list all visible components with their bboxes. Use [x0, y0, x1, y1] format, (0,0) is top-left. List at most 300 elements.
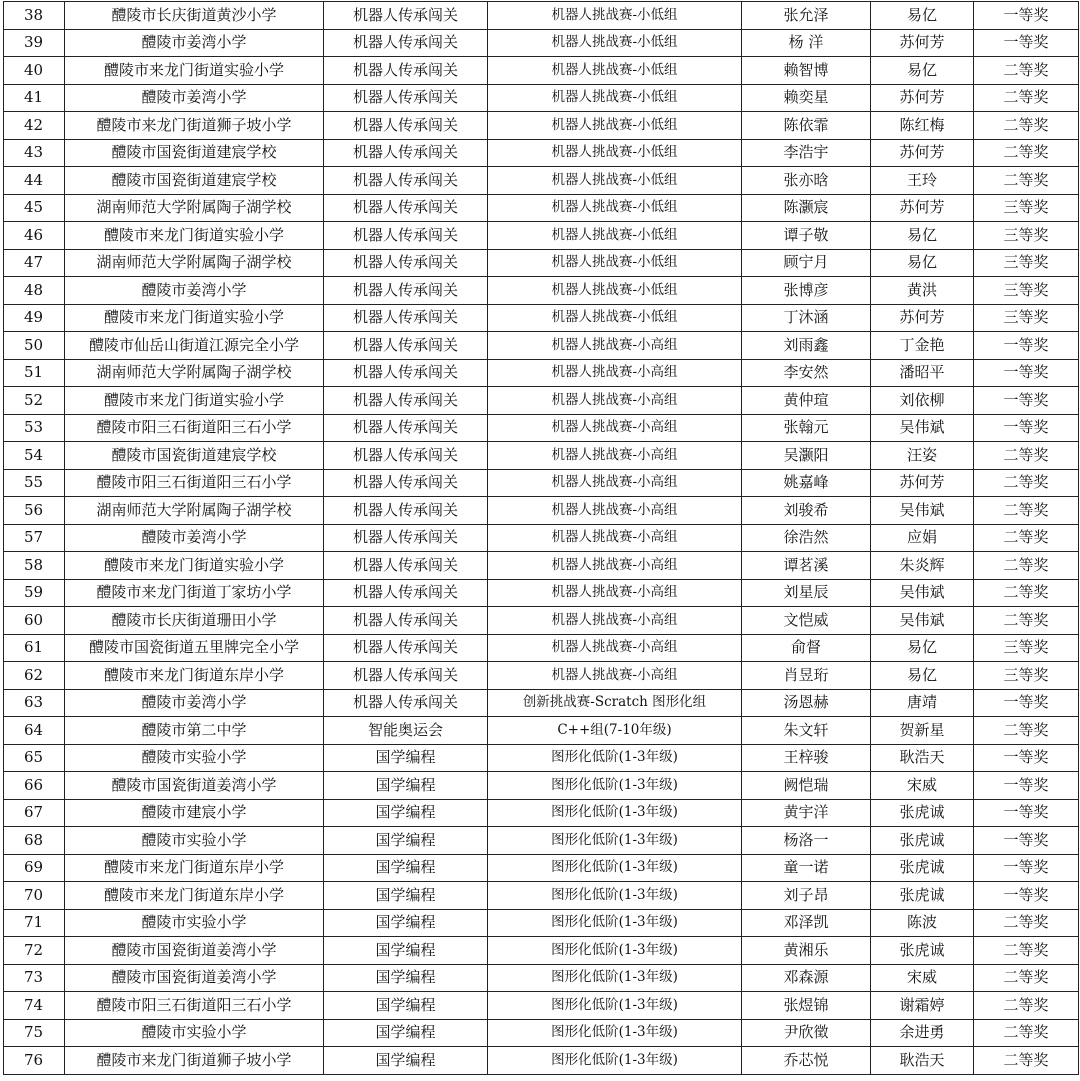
student-cell: 谭子敬	[742, 222, 871, 250]
school-cell: 醴陵市第二中学	[65, 717, 324, 745]
school-cell: 醴陵市建宸小学	[65, 799, 324, 827]
school-cell: 醴陵市国瓷街道五里牌完全小学	[65, 634, 324, 662]
student-cell: 刘雨鑫	[742, 332, 871, 360]
row-number-cell: 65	[4, 744, 65, 772]
table-row	[4, 112, 1079, 140]
school-cell: 醴陵市仙岳山街道江源完全小学	[65, 332, 324, 360]
event-cell: 机器人挑战赛-小高组	[488, 579, 742, 607]
student-cell: 顾宁月	[742, 249, 871, 277]
row-number-cell: 48	[4, 277, 65, 305]
table-row	[4, 579, 1079, 607]
project-cell: 国学编程	[324, 854, 488, 882]
event-cell: 机器人挑战赛-小低组	[488, 222, 742, 250]
row-number-cell: 76	[4, 1047, 65, 1075]
project-cell: 国学编程	[324, 744, 488, 772]
event-cell: 图形化低阶(1-3年级)	[488, 827, 742, 855]
award-cell: 二等奖	[974, 442, 1079, 470]
teacher-cell: 宋威	[871, 772, 974, 800]
award-cell: 一等奖	[974, 772, 1079, 800]
table-row	[4, 799, 1079, 827]
award-cell: 三等奖	[974, 662, 1079, 690]
teacher-cell: 刘依柳	[871, 387, 974, 415]
event-cell: 图形化低阶(1-3年级)	[488, 1019, 742, 1047]
project-cell: 机器人传承闯关	[324, 84, 488, 112]
project-cell: 国学编程	[324, 1019, 488, 1047]
table-row	[4, 524, 1079, 552]
row-number-cell: 42	[4, 112, 65, 140]
teacher-cell: 吴伟斌	[871, 579, 974, 607]
table-row	[4, 497, 1079, 525]
school-cell: 醴陵市实验小学	[65, 909, 324, 937]
teacher-cell: 易亿	[871, 249, 974, 277]
table-row	[4, 332, 1079, 360]
award-cell: 二等奖	[974, 1019, 1079, 1047]
event-cell: 机器人挑战赛-小高组	[488, 387, 742, 415]
event-cell: 图形化低阶(1-3年级)	[488, 1047, 742, 1075]
table-row	[4, 84, 1079, 112]
event-cell: 机器人挑战赛-小高组	[488, 442, 742, 470]
project-cell: 国学编程	[324, 992, 488, 1020]
event-cell: 机器人挑战赛-小低组	[488, 112, 742, 140]
project-cell: 机器人传承闯关	[324, 442, 488, 470]
row-number-cell: 61	[4, 634, 65, 662]
award-cell: 二等奖	[974, 524, 1079, 552]
student-cell: 乔芯悦	[742, 1047, 871, 1075]
event-cell: 机器人挑战赛-小低组	[488, 29, 742, 57]
student-cell: 俞督	[742, 634, 871, 662]
school-cell: 醴陵市来龙门街道实验小学	[65, 57, 324, 85]
table-row	[4, 772, 1079, 800]
award-cell: 二等奖	[974, 167, 1079, 195]
table-row	[4, 304, 1079, 332]
school-cell: 醴陵市来龙门街道实验小学	[65, 387, 324, 415]
project-cell: 国学编程	[324, 964, 488, 992]
school-cell: 醴陵市来龙门街道实验小学	[65, 304, 324, 332]
table-body	[4, 2, 1079, 1075]
event-cell: 机器人挑战赛-小高组	[488, 359, 742, 387]
teacher-cell: 吴伟斌	[871, 497, 974, 525]
school-cell: 醴陵市阳三石街道阳三石小学	[65, 469, 324, 497]
table-row	[4, 194, 1079, 222]
table-row	[4, 937, 1079, 965]
row-number-cell: 68	[4, 827, 65, 855]
award-cell: 二等奖	[974, 139, 1079, 167]
award-cell: 二等奖	[974, 717, 1079, 745]
project-cell: 机器人传承闯关	[324, 607, 488, 635]
project-cell: 机器人传承闯关	[324, 689, 488, 717]
award-cell: 二等奖	[974, 552, 1079, 580]
row-number-cell: 39	[4, 29, 65, 57]
project-cell: 机器人传承闯关	[324, 497, 488, 525]
row-number-cell: 64	[4, 717, 65, 745]
student-cell: 邓森源	[742, 964, 871, 992]
project-cell: 国学编程	[324, 882, 488, 910]
teacher-cell: 唐靖	[871, 689, 974, 717]
school-cell: 湖南师范大学附属陶子湖学校	[65, 249, 324, 277]
award-cell: 一等奖	[974, 2, 1079, 30]
row-number-cell: 75	[4, 1019, 65, 1047]
award-cell: 一等奖	[974, 29, 1079, 57]
event-cell: 机器人挑战赛-小高组	[488, 414, 742, 442]
school-cell: 醴陵市国瓷街道姜湾小学	[65, 964, 324, 992]
project-cell: 机器人传承闯关	[324, 222, 488, 250]
award-cell: 一等奖	[974, 799, 1079, 827]
school-cell: 醴陵市实验小学	[65, 827, 324, 855]
student-cell: 陈灏宸	[742, 194, 871, 222]
school-cell: 醴陵市阳三石街道阳三石小学	[65, 414, 324, 442]
teacher-cell: 陈红梅	[871, 112, 974, 140]
table-row	[4, 992, 1079, 1020]
school-cell: 醴陵市国瓷街道建宸学校	[65, 442, 324, 470]
event-cell: 图形化低阶(1-3年级)	[488, 909, 742, 937]
row-number-cell: 70	[4, 882, 65, 910]
event-cell: 机器人挑战赛-小低组	[488, 84, 742, 112]
school-cell: 醴陵市来龙门街道狮子坡小学	[65, 1047, 324, 1075]
event-cell: 图形化低阶(1-3年级)	[488, 882, 742, 910]
row-number-cell: 71	[4, 909, 65, 937]
award-cell: 二等奖	[974, 84, 1079, 112]
table-row	[4, 1019, 1079, 1047]
award-cell: 二等奖	[974, 607, 1079, 635]
student-cell: 张煜锦	[742, 992, 871, 1020]
teacher-cell: 苏何芳	[871, 29, 974, 57]
student-cell: 张允泽	[742, 2, 871, 30]
teacher-cell: 易亿	[871, 634, 974, 662]
award-cell: 三等奖	[974, 277, 1079, 305]
project-cell: 机器人传承闯关	[324, 332, 488, 360]
school-cell: 醴陵市来龙门街道实验小学	[65, 222, 324, 250]
project-cell: 机器人传承闯关	[324, 2, 488, 30]
school-cell: 醴陵市实验小学	[65, 1019, 324, 1047]
student-cell: 杨洛一	[742, 827, 871, 855]
row-number-cell: 57	[4, 524, 65, 552]
student-cell: 肖昱珩	[742, 662, 871, 690]
event-cell: 机器人挑战赛-小低组	[488, 57, 742, 85]
table-row	[4, 662, 1079, 690]
event-cell: 机器人挑战赛-小低组	[488, 277, 742, 305]
school-cell: 醴陵市长庆街道珊田小学	[65, 607, 324, 635]
school-cell: 醴陵市姜湾小学	[65, 689, 324, 717]
teacher-cell: 丁金艳	[871, 332, 974, 360]
student-cell: 文恺威	[742, 607, 871, 635]
school-cell: 醴陵市实验小学	[65, 744, 324, 772]
school-cell: 醴陵市姜湾小学	[65, 29, 324, 57]
table-row	[4, 442, 1079, 470]
project-cell: 机器人传承闯关	[324, 469, 488, 497]
award-list-table	[3, 1, 1079, 1075]
project-cell: 机器人传承闯关	[324, 552, 488, 580]
row-number-cell: 59	[4, 579, 65, 607]
school-cell: 醴陵市长庆街道黄沙小学	[65, 2, 324, 30]
teacher-cell: 苏何芳	[871, 84, 974, 112]
event-cell: 图形化低阶(1-3年级)	[488, 799, 742, 827]
table-row	[4, 57, 1079, 85]
student-cell: 刘星辰	[742, 579, 871, 607]
school-cell: 醴陵市姜湾小学	[65, 277, 324, 305]
project-cell: 机器人传承闯关	[324, 249, 488, 277]
event-cell: 机器人挑战赛-小低组	[488, 167, 742, 195]
teacher-cell: 应娟	[871, 524, 974, 552]
table-row	[4, 827, 1079, 855]
event-cell: 机器人挑战赛-小低组	[488, 194, 742, 222]
table-row	[4, 139, 1079, 167]
student-cell: 李安然	[742, 359, 871, 387]
student-cell: 朱文轩	[742, 717, 871, 745]
student-cell: 黄湘乐	[742, 937, 871, 965]
event-cell: 图形化低阶(1-3年级)	[488, 937, 742, 965]
student-cell: 李浩宇	[742, 139, 871, 167]
student-cell: 刘子昂	[742, 882, 871, 910]
project-cell: 国学编程	[324, 909, 488, 937]
row-number-cell: 63	[4, 689, 65, 717]
teacher-cell: 谢霜婷	[871, 992, 974, 1020]
teacher-cell: 张虎诚	[871, 937, 974, 965]
event-cell: 机器人挑战赛-小高组	[488, 662, 742, 690]
table-row	[4, 414, 1079, 442]
project-cell: 国学编程	[324, 799, 488, 827]
award-cell: 二等奖	[974, 469, 1079, 497]
event-cell: 机器人挑战赛-小低组	[488, 304, 742, 332]
row-number-cell: 43	[4, 139, 65, 167]
project-cell: 智能奥运会	[324, 717, 488, 745]
teacher-cell: 苏何芳	[871, 194, 974, 222]
award-cell: 二等奖	[974, 937, 1079, 965]
award-cell: 三等奖	[974, 634, 1079, 662]
school-cell: 醴陵市来龙门街道狮子坡小学	[65, 112, 324, 140]
table-row	[4, 29, 1079, 57]
table-row	[4, 1047, 1079, 1075]
table-row	[4, 854, 1079, 882]
teacher-cell: 黄洪	[871, 277, 974, 305]
teacher-cell: 宋威	[871, 964, 974, 992]
row-number-cell: 53	[4, 414, 65, 442]
row-number-cell: 44	[4, 167, 65, 195]
project-cell: 机器人传承闯关	[324, 112, 488, 140]
school-cell: 醴陵市来龙门街道东岸小学	[65, 662, 324, 690]
student-cell: 赖奕星	[742, 84, 871, 112]
row-number-cell: 56	[4, 497, 65, 525]
student-cell: 陈依霏	[742, 112, 871, 140]
project-cell: 机器人传承闯关	[324, 634, 488, 662]
table-row	[4, 249, 1079, 277]
row-number-cell: 54	[4, 442, 65, 470]
school-cell: 醴陵市阳三石街道阳三石小学	[65, 992, 324, 1020]
student-cell: 黄仲瑄	[742, 387, 871, 415]
student-cell: 张翰元	[742, 414, 871, 442]
school-cell: 湖南师范大学附属陶子湖学校	[65, 359, 324, 387]
school-cell: 醴陵市来龙门街道实验小学	[65, 552, 324, 580]
teacher-cell: 苏何芳	[871, 469, 974, 497]
student-cell: 王梓骏	[742, 744, 871, 772]
teacher-cell: 汪姿	[871, 442, 974, 470]
award-cell: 一等奖	[974, 414, 1079, 442]
award-cell: 二等奖	[974, 497, 1079, 525]
table-row	[4, 717, 1079, 745]
school-cell: 醴陵市国瓷街道建宸学校	[65, 139, 324, 167]
school-cell: 湖南师范大学附属陶子湖学校	[65, 497, 324, 525]
student-cell: 张博彦	[742, 277, 871, 305]
row-number-cell: 55	[4, 469, 65, 497]
award-cell: 一等奖	[974, 359, 1079, 387]
school-cell: 醴陵市国瓷街道姜湾小学	[65, 937, 324, 965]
student-cell: 尹欣徵	[742, 1019, 871, 1047]
row-number-cell: 74	[4, 992, 65, 1020]
event-cell: 机器人挑战赛-小低组	[488, 139, 742, 167]
award-cell: 一等奖	[974, 689, 1079, 717]
project-cell: 机器人传承闯关	[324, 387, 488, 415]
teacher-cell: 耿浩天	[871, 744, 974, 772]
student-cell: 阙恺瑞	[742, 772, 871, 800]
row-number-cell: 72	[4, 937, 65, 965]
table-row	[4, 222, 1079, 250]
project-cell: 国学编程	[324, 827, 488, 855]
teacher-cell: 张虎诚	[871, 799, 974, 827]
teacher-cell: 张虎诚	[871, 854, 974, 882]
row-number-cell: 60	[4, 607, 65, 635]
project-cell: 机器人传承闯关	[324, 29, 488, 57]
student-cell: 吴灏阳	[742, 442, 871, 470]
award-cell: 二等奖	[974, 909, 1079, 937]
award-cell: 一等奖	[974, 854, 1079, 882]
row-number-cell: 67	[4, 799, 65, 827]
award-cell: 二等奖	[974, 112, 1079, 140]
award-cell: 三等奖	[974, 249, 1079, 277]
award-cell: 一等奖	[974, 882, 1079, 910]
teacher-cell: 陈波	[871, 909, 974, 937]
event-cell: 机器人挑战赛-小高组	[488, 607, 742, 635]
table-row	[4, 167, 1079, 195]
teacher-cell: 易亿	[871, 2, 974, 30]
table-row	[4, 909, 1079, 937]
row-number-cell: 46	[4, 222, 65, 250]
event-cell: 机器人挑战赛-小低组	[488, 2, 742, 30]
award-cell: 二等奖	[974, 964, 1079, 992]
event-cell: 图形化低阶(1-3年级)	[488, 744, 742, 772]
row-number-cell: 40	[4, 57, 65, 85]
row-number-cell: 69	[4, 854, 65, 882]
table-row	[4, 469, 1079, 497]
row-number-cell: 51	[4, 359, 65, 387]
school-cell: 醴陵市来龙门街道丁家坊小学	[65, 579, 324, 607]
event-cell: 机器人挑战赛-小高组	[488, 332, 742, 360]
student-cell: 徐浩然	[742, 524, 871, 552]
project-cell: 机器人传承闯关	[324, 57, 488, 85]
event-cell: 机器人挑战赛-小高组	[488, 524, 742, 552]
event-cell: C++组(7-10年级)	[488, 717, 742, 745]
event-cell: 创新挑战赛-Scratch 图形化组	[488, 689, 742, 717]
student-cell: 丁沐涵	[742, 304, 871, 332]
project-cell: 机器人传承闯关	[324, 194, 488, 222]
school-cell: 醴陵市来龙门街道东岸小学	[65, 882, 324, 910]
row-number-cell: 50	[4, 332, 65, 360]
row-number-cell: 45	[4, 194, 65, 222]
school-cell: 湖南师范大学附属陶子湖学校	[65, 194, 324, 222]
table-row	[4, 689, 1079, 717]
project-cell: 机器人传承闯关	[324, 359, 488, 387]
row-number-cell: 49	[4, 304, 65, 332]
teacher-cell: 易亿	[871, 662, 974, 690]
row-number-cell: 41	[4, 84, 65, 112]
student-cell: 汤恩赫	[742, 689, 871, 717]
project-cell: 国学编程	[324, 772, 488, 800]
table-row	[4, 2, 1079, 30]
teacher-cell: 苏何芳	[871, 304, 974, 332]
row-number-cell: 38	[4, 2, 65, 30]
project-cell: 机器人传承闯关	[324, 277, 488, 305]
teacher-cell: 耿浩天	[871, 1047, 974, 1075]
teacher-cell: 朱炎辉	[871, 552, 974, 580]
event-cell: 机器人挑战赛-小高组	[488, 634, 742, 662]
award-cell: 二等奖	[974, 992, 1079, 1020]
project-cell: 机器人传承闯关	[324, 304, 488, 332]
event-cell: 机器人挑战赛-小高组	[488, 497, 742, 525]
student-cell: 邓泽凯	[742, 909, 871, 937]
project-cell: 国学编程	[324, 1047, 488, 1075]
school-cell: 醴陵市来龙门街道东岸小学	[65, 854, 324, 882]
row-number-cell: 66	[4, 772, 65, 800]
event-cell: 图形化低阶(1-3年级)	[488, 854, 742, 882]
row-number-cell: 73	[4, 964, 65, 992]
award-cell: 一等奖	[974, 332, 1079, 360]
student-cell: 童一诺	[742, 854, 871, 882]
award-cell: 一等奖	[974, 387, 1079, 415]
teacher-cell: 张虎诚	[871, 882, 974, 910]
table-row	[4, 552, 1079, 580]
teacher-cell: 易亿	[871, 222, 974, 250]
table-row	[4, 387, 1079, 415]
student-cell: 赖智博	[742, 57, 871, 85]
project-cell: 机器人传承闯关	[324, 524, 488, 552]
school-cell: 醴陵市姜湾小学	[65, 524, 324, 552]
award-cell: 二等奖	[974, 57, 1079, 85]
table-row	[4, 634, 1079, 662]
school-cell: 醴陵市姜湾小学	[65, 84, 324, 112]
event-cell: 机器人挑战赛-小高组	[488, 552, 742, 580]
award-cell: 三等奖	[974, 304, 1079, 332]
school-cell: 醴陵市国瓷街道姜湾小学	[65, 772, 324, 800]
table-row	[4, 277, 1079, 305]
event-cell: 图形化低阶(1-3年级)	[488, 992, 742, 1020]
award-cell: 三等奖	[974, 194, 1079, 222]
project-cell: 机器人传承闯关	[324, 414, 488, 442]
teacher-cell: 贺新星	[871, 717, 974, 745]
award-cell: 一等奖	[974, 744, 1079, 772]
award-cell: 二等奖	[974, 579, 1079, 607]
teacher-cell: 余进勇	[871, 1019, 974, 1047]
row-number-cell: 62	[4, 662, 65, 690]
student-cell: 刘骏希	[742, 497, 871, 525]
row-number-cell: 52	[4, 387, 65, 415]
school-cell: 醴陵市国瓷街道建宸学校	[65, 167, 324, 195]
award-cell: 二等奖	[974, 1047, 1079, 1075]
event-cell: 机器人挑战赛-小低组	[488, 249, 742, 277]
row-number-cell: 58	[4, 552, 65, 580]
teacher-cell: 吴伟斌	[871, 607, 974, 635]
project-cell: 机器人传承闯关	[324, 579, 488, 607]
table-row	[4, 359, 1079, 387]
teacher-cell: 张虎诚	[871, 827, 974, 855]
project-cell: 机器人传承闯关	[324, 139, 488, 167]
award-cell: 三等奖	[974, 222, 1079, 250]
student-cell: 张亦晗	[742, 167, 871, 195]
student-cell: 谭茗溪	[742, 552, 871, 580]
table-row	[4, 744, 1079, 772]
row-number-cell: 47	[4, 249, 65, 277]
project-cell: 机器人传承闯关	[324, 662, 488, 690]
student-cell: 姚嘉峰	[742, 469, 871, 497]
teacher-cell: 易亿	[871, 57, 974, 85]
student-cell: 杨 洋	[742, 29, 871, 57]
